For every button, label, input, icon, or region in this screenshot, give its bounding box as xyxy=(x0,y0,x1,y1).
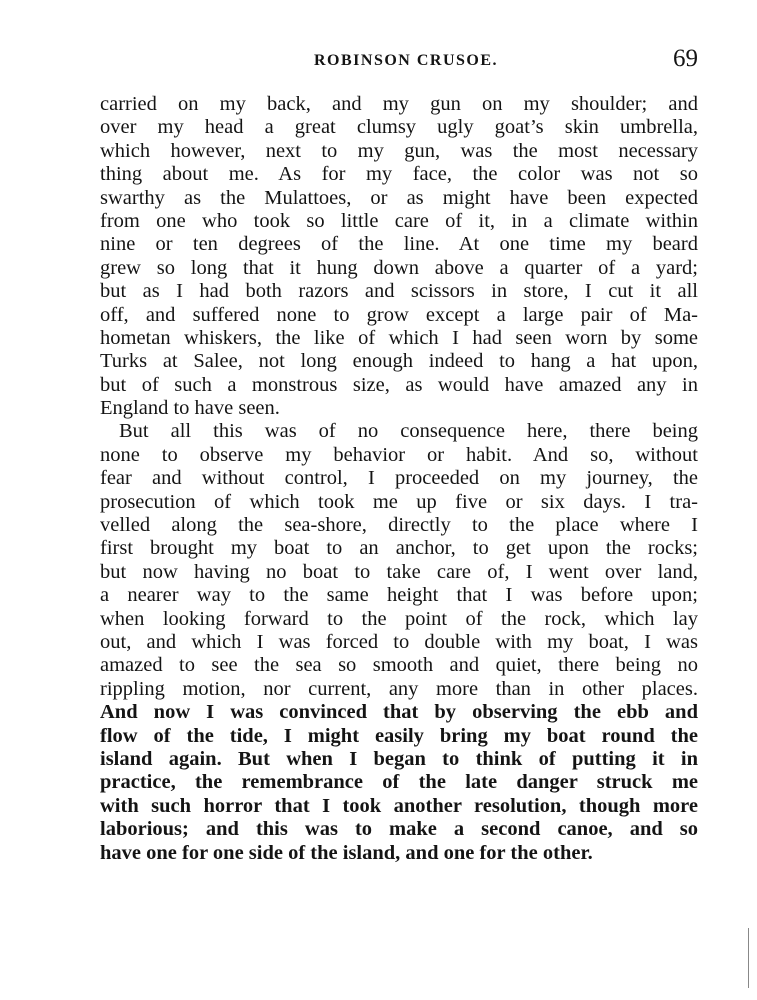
text-line: over my head a great clumsy ugly goat’s skin umbrella, xyxy=(100,116,698,139)
text-line: rippling motion, nor current, any more than in other places. xyxy=(100,677,698,700)
text-line: but as I had both razors and scissors in store, I cut it all xyxy=(100,280,698,303)
text-line: a nearer way to the same height that I was before upon; xyxy=(100,584,698,607)
text-line: Turks at Salee, not long enough indeed to hang a hat upon, xyxy=(100,350,698,373)
paragraph-start-line: But all this was of no consequence here, there being xyxy=(119,420,698,443)
running-header xyxy=(100,44,698,74)
text-line: first brought my boat to an anchor, to get upon the rocks; xyxy=(100,537,698,560)
text-body xyxy=(100,93,698,865)
text-line: swarthy as the Mulattoes, or as might have been expected xyxy=(100,186,698,209)
text-line: fear and without control, I proceeded on my journey, the xyxy=(100,467,698,490)
text-line: nine or ten degrees of the line. At one time my beard xyxy=(100,233,698,256)
text-line: amazed to see the sea so smooth and quiet, there being no xyxy=(100,654,698,677)
text-line: laborious; and this was to make a second canoe, and so xyxy=(100,818,698,841)
text-line: but of such a monstrous size, as would have amazed any in xyxy=(100,373,698,396)
paragraph-end-line: have one for one side of the island, and one for the other. xyxy=(100,841,593,864)
running-title: ROBINSON CRUSOE. xyxy=(314,52,499,69)
text-line: out, and which I was forced to double with my boat, I was xyxy=(100,630,698,653)
text-line: hometan whiskers, the like of which I had seen worn by some xyxy=(100,326,698,349)
text-line: none to observe my behavior or habit. And so, without xyxy=(100,443,698,466)
scan-margin-mark xyxy=(748,928,749,988)
text-line: which however, next to my gun, was the most necessary xyxy=(100,139,698,162)
text-line: prosecution of which took me up five or six days. I tra- xyxy=(100,490,698,513)
text-line: but now having no boat to take care of, I went over land, xyxy=(100,560,698,583)
text-line: when looking forward to the point of the rock, which lay xyxy=(100,607,698,630)
text-line: carried on my back, and my gun on my shoulder; and xyxy=(100,93,698,115)
text-line: flow of the tide, I might easily bring my boat round the xyxy=(100,724,698,747)
text-line: practice, the remembrance of the late danger struck me xyxy=(100,771,698,794)
text-line: thing about me. As for my face, the color was not so xyxy=(100,163,698,186)
text-line: grew so long that it hung down above a quarter of a yard; xyxy=(100,256,698,279)
text-line: velled along the sea-shore, directly to the place where I xyxy=(100,514,698,537)
text-line: And now I was convinced that by observing the ebb and xyxy=(100,701,698,724)
text-line: with such horror that I took another resolution, though more xyxy=(100,794,698,817)
paragraph-end-line: England to have seen. xyxy=(100,397,280,420)
page-number: 69 xyxy=(673,45,698,72)
text-line: off, and suffered none to grow except a large pair of Ma- xyxy=(100,303,698,326)
text-line: from one who took so little care of it, in a climate within xyxy=(100,209,698,232)
text-line: island again. But when I began to think of putting it in xyxy=(100,747,698,770)
